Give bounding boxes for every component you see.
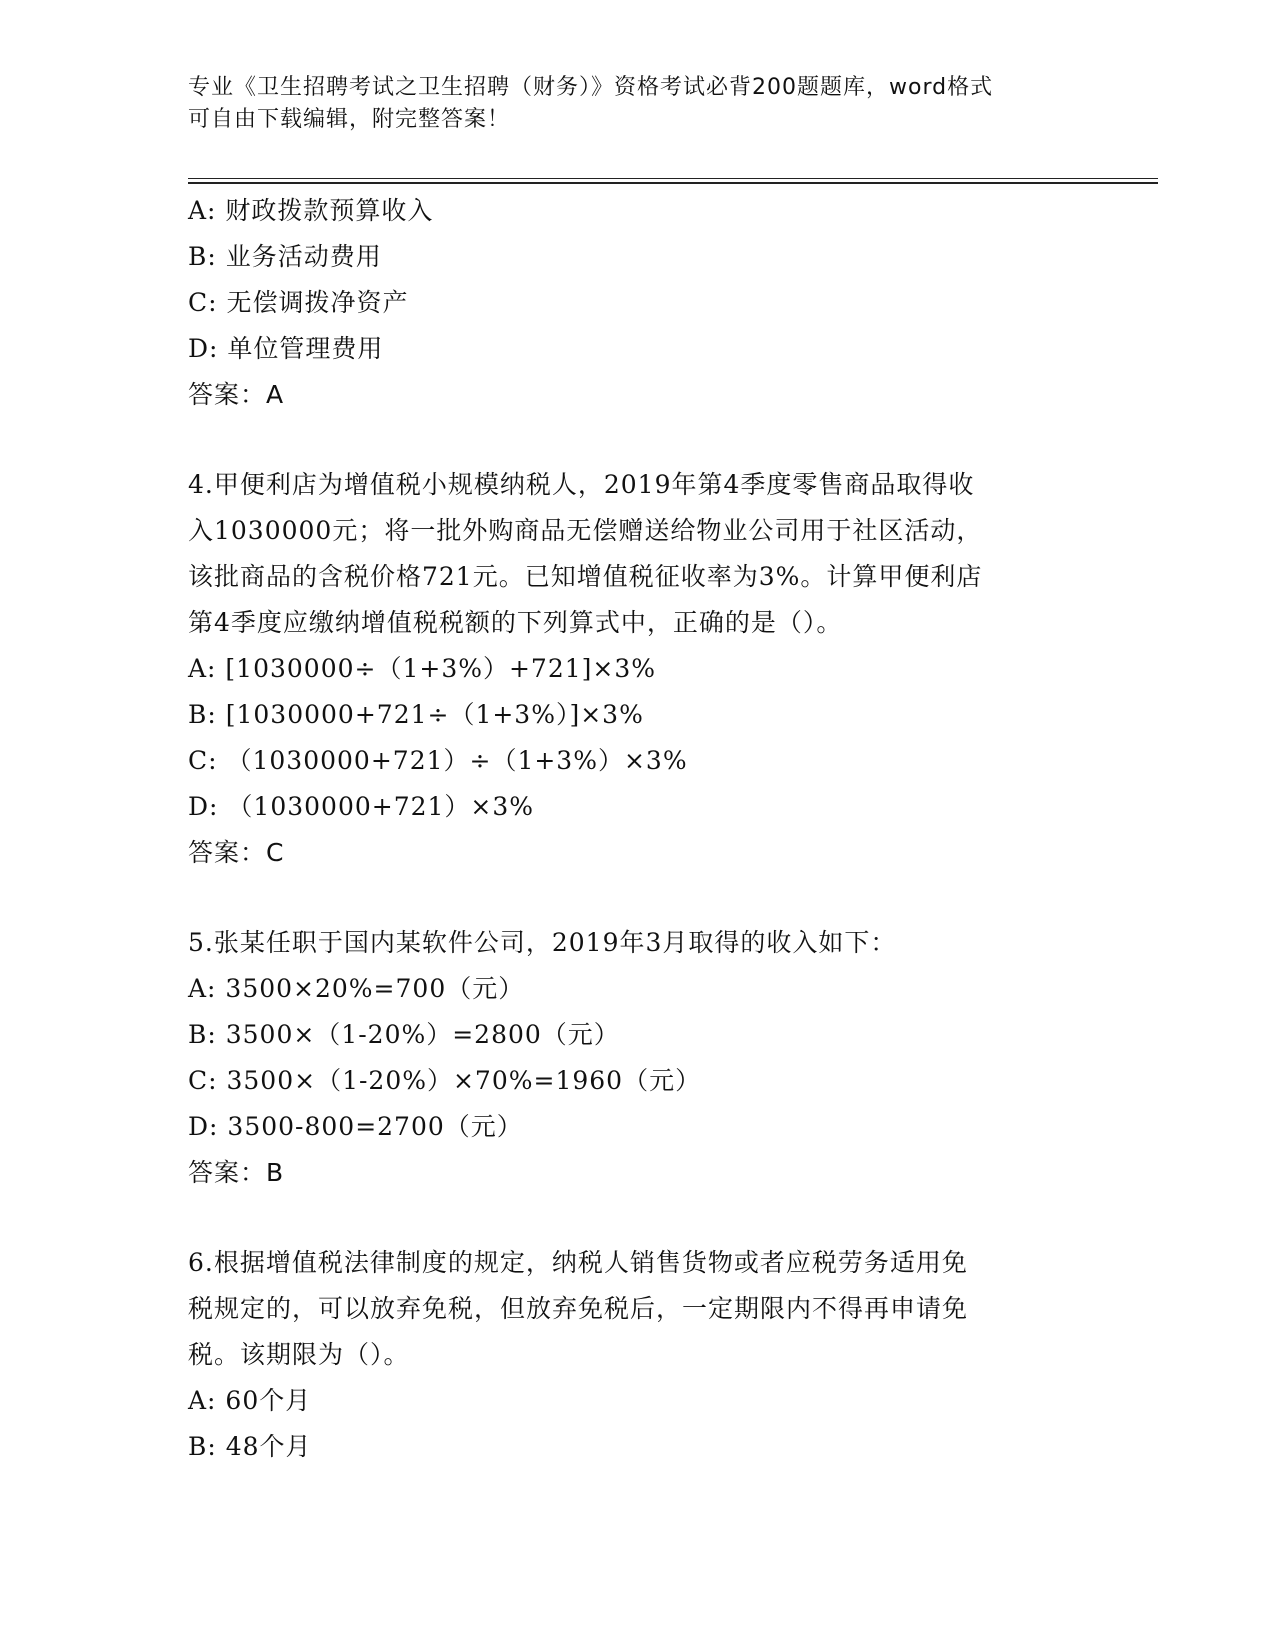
option-b: B: 3500×（1-20%）=2800（元） bbox=[188, 1020, 620, 1049]
option-b: B: 48个月 bbox=[188, 1432, 312, 1461]
question-stem bbox=[188, 920, 1068, 966]
answer-line: 答案：B bbox=[188, 1158, 285, 1187]
stem-line: 6.根据增值税法律制度的规定，纳税人销售货物或者应税劳务适用免 bbox=[188, 1248, 968, 1277]
answer-line: 答案：C bbox=[188, 838, 285, 867]
question-stem bbox=[188, 1240, 1068, 1378]
question-3 bbox=[188, 188, 1068, 418]
option-a: A: [1030000÷（1+3%）+721]×3% bbox=[188, 654, 657, 683]
stem-line: 税规定的，可以放弃免税，但放弃免税后，一定期限内不得再申请免 bbox=[188, 1294, 969, 1323]
stem-line: 第4季度应缴纳增值税税额的下列算式中，正确的是（）。 bbox=[188, 608, 843, 637]
spacer bbox=[188, 418, 1068, 462]
option-a: A: 3500×20%=700（元） bbox=[188, 974, 525, 1003]
option-c: C: （1030000+721）÷（1+3%）×3% bbox=[188, 746, 688, 775]
option-b: B: 业务活动费用 bbox=[188, 242, 382, 271]
option-b: B: [1030000+721÷（1+3%）]×3% bbox=[188, 700, 644, 729]
question-5 bbox=[188, 920, 1068, 1196]
header-divider-thick bbox=[188, 182, 1158, 184]
stem-line: 税。该期限为（）。 bbox=[188, 1340, 410, 1369]
spacer bbox=[188, 876, 1068, 920]
question-stem bbox=[188, 462, 1068, 646]
option-a: A: 60个月 bbox=[188, 1386, 312, 1415]
stem-line: 5.张某任职于国内某软件公司，2019年3月取得的收入如下： bbox=[188, 928, 897, 957]
question-6 bbox=[188, 1240, 1068, 1470]
header-title-line2: 可自由下载编辑，附完整答案！ bbox=[188, 107, 511, 132]
document-header bbox=[188, 72, 1068, 136]
question-4 bbox=[188, 462, 1068, 876]
option-d: D: 3500-800=2700（元） bbox=[188, 1112, 523, 1141]
header-title-line1: 专业《卫生招聘考试之卫生招聘（财务）》资格考试必背200题题库，word格式 bbox=[188, 75, 994, 100]
option-c: C: 无偿调拨净资产 bbox=[188, 288, 409, 317]
option-d: D: 单位管理费用 bbox=[188, 334, 384, 363]
option-a: A: 财政拨款预算收入 bbox=[188, 196, 434, 225]
spacer bbox=[188, 1196, 1068, 1240]
answer-line: 答案：A bbox=[188, 380, 285, 409]
question-list bbox=[188, 188, 1068, 1470]
stem-line: 该批商品的含税价格721元。已知增值税征收率为3%。计算甲便利店 bbox=[188, 562, 983, 591]
option-c: C: 3500×（1-20%）×70%=1960（元） bbox=[188, 1066, 702, 1095]
header-divider-thin bbox=[188, 178, 1158, 179]
stem-line: 4.甲便利店为增值税小规模纳税人，2019年第4季度零售商品取得收 bbox=[188, 470, 975, 499]
stem-line: 入1030000元；将一批外购商品无偿赠送给物业公司用于社区活动， bbox=[188, 516, 983, 545]
option-d: D: （1030000+721）×3% bbox=[188, 792, 535, 821]
